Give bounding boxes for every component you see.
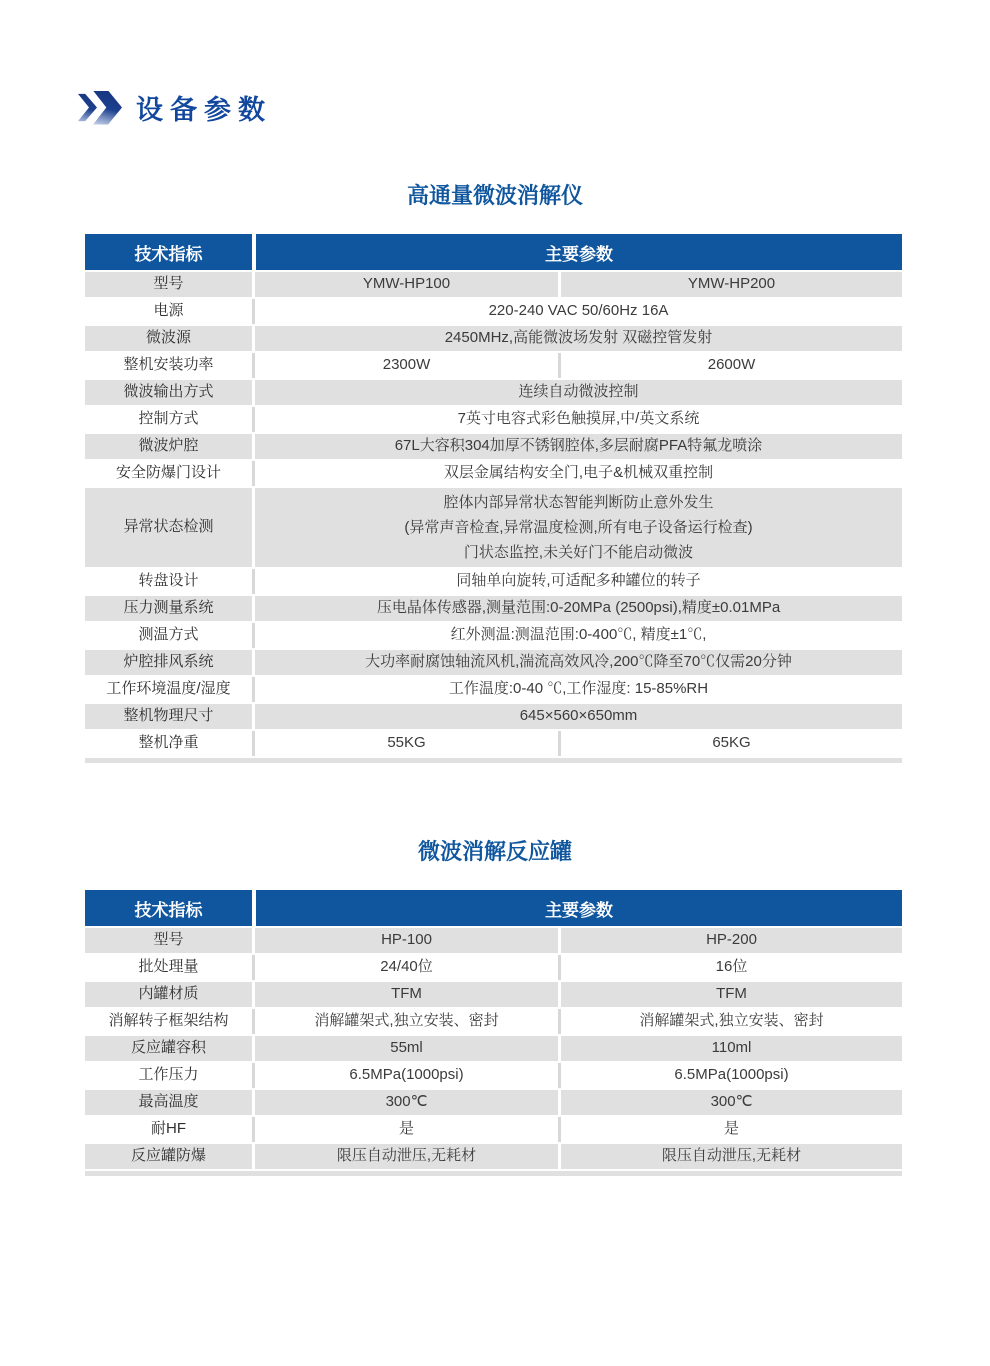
table-row — [85, 955, 902, 980]
row-value: 16位 — [561, 955, 902, 980]
table-bottom-bar — [85, 1171, 902, 1176]
row-value: TFM — [561, 982, 902, 1007]
spec-table-vessel — [85, 890, 902, 1176]
row-label: 炉腔排风系统 — [85, 650, 252, 675]
table-row — [85, 704, 902, 729]
row-value-line: 腔体内部异常状态智能判断防止意外发生 — [443, 494, 714, 511]
row-value: 双层金属结构安全门,电子&机械双重控制 — [255, 461, 902, 486]
row-label: 反应罐防爆 — [85, 1144, 252, 1169]
table-row — [85, 623, 902, 648]
table-row — [85, 353, 902, 378]
row-label: 工作环境温度/湿度 — [85, 677, 252, 702]
table-row — [85, 380, 902, 405]
row-label: 控制方式 — [85, 407, 252, 432]
table-row — [85, 326, 902, 351]
row-label: 反应罐容积 — [85, 1036, 252, 1061]
row-label: 微波炉腔 — [85, 434, 252, 459]
page-heading — [78, 88, 990, 127]
table-row — [85, 1144, 902, 1169]
row-value: 2450MHz,高能微波场发射 双磁控管发射 — [255, 326, 902, 351]
row-label: 整机净重 — [85, 731, 252, 756]
row-value: 是 — [561, 1117, 902, 1142]
row-value: 645×560×650mm — [255, 704, 902, 729]
row-value: 2300W — [255, 353, 558, 378]
table-row — [85, 928, 902, 953]
table-row — [85, 650, 902, 675]
row-value: 65KG — [561, 731, 902, 756]
table-row — [85, 569, 902, 594]
row-value: 7英寸电容式彩色触摸屏,中/英文系统 — [255, 407, 902, 432]
row-value: 67L大容积304加厚不锈钢腔体,多层耐腐PFA特氟龙喷涂 — [255, 434, 902, 459]
double-chevron-right-icon — [78, 91, 122, 125]
row-value: 6.5MPa(1000psi) — [255, 1063, 558, 1088]
row-value: 300℃ — [255, 1090, 558, 1115]
row-value: HP-200 — [561, 928, 902, 953]
row-value: 55KG — [255, 731, 558, 756]
table-row — [85, 407, 902, 432]
row-value-line: (异常声音检查,异常温度检测,所有电子设备运行检查) — [404, 519, 753, 536]
table-row — [85, 299, 902, 324]
row-value-line: 门状态监控,未关好门不能启动微波 — [463, 544, 694, 561]
row-value: 同轴单向旋转,可适配多种罐位的转子 — [255, 569, 902, 594]
row-value: 限压自动泄压,无耗材 — [255, 1144, 558, 1169]
row-value: 是 — [255, 1117, 558, 1142]
row-label: 内罐材质 — [85, 982, 252, 1007]
table-title-vessel: 微波消解反应罐 — [417, 839, 572, 864]
table-row — [85, 272, 902, 297]
row-label: 耐HF — [85, 1117, 252, 1142]
table-bottom-bar — [85, 758, 902, 763]
header-cell-indicator: 技术指标 — [85, 234, 252, 270]
row-value: TFM — [255, 982, 558, 1007]
header-cell-params: 主要参数 — [256, 890, 902, 926]
row-value: YMW-HP200 — [561, 272, 902, 297]
table-row — [85, 1063, 902, 1088]
row-label: 工作压力 — [85, 1063, 252, 1088]
row-label: 转盘设计 — [85, 569, 252, 594]
row-value: 大功率耐腐蚀轴流风机,湍流高效风冷,200℃降至70℃仅需20分钟 — [255, 650, 902, 675]
table-header-row — [85, 234, 902, 270]
row-value: 24/40位 — [255, 955, 558, 980]
table-row — [85, 982, 902, 1007]
row-value: 压电晶体传感器,测量范围:0-20MPa (2500psi),精度±0.01MPa — [255, 596, 902, 621]
page-heading-label: 设备参数 — [136, 95, 272, 125]
row-label: 批处理量 — [85, 955, 252, 980]
row-value: 红外测温:测温范围:0-400℃, 精度±1℃, — [255, 623, 902, 648]
row-value: 消解罐架式,独立安装、密封 — [561, 1009, 902, 1034]
row-label: 型号 — [85, 928, 252, 953]
table-row — [85, 731, 902, 756]
row-label: 微波输出方式 — [85, 380, 252, 405]
table-title-digester: 高通量微波消解仪 — [406, 183, 583, 208]
row-label: 整机物理尺寸 — [85, 704, 252, 729]
table-row — [85, 488, 902, 567]
row-value: 55ml — [255, 1036, 558, 1061]
row-value: 6.5MPa(1000psi) — [561, 1063, 902, 1088]
spec-table-digester — [85, 234, 902, 763]
row-label: 异常状态检测 — [85, 488, 252, 567]
row-label: 型号 — [85, 272, 252, 297]
row-label: 安全防爆门设计 — [85, 461, 252, 486]
row-label: 整机安装功率 — [85, 353, 252, 378]
table-row — [85, 1009, 902, 1034]
table-row — [85, 596, 902, 621]
row-value: 消解罐架式,独立安装、密封 — [255, 1009, 558, 1034]
table-row — [85, 461, 902, 486]
row-label: 测温方式 — [85, 623, 252, 648]
table-row — [85, 434, 902, 459]
row-label: 压力测量系统 — [85, 596, 252, 621]
table-header-row — [85, 890, 902, 926]
row-label: 消解转子框架结构 — [85, 1009, 252, 1034]
table-row — [85, 1090, 902, 1115]
table-row — [85, 1117, 902, 1142]
row-value: 工作温度:0-40 ℃,工作湿度: 15-85%RH — [255, 677, 902, 702]
row-value: 2600W — [561, 353, 902, 378]
table-row — [85, 677, 902, 702]
row-value: HP-100 — [255, 928, 558, 953]
row-label: 最高温度 — [85, 1090, 252, 1115]
header-cell-params: 主要参数 — [256, 234, 902, 270]
row-value: 110ml — [561, 1036, 902, 1061]
row-value: YMW-HP100 — [255, 272, 558, 297]
row-value — [255, 488, 902, 567]
table-row — [85, 1036, 902, 1061]
row-value: 220-240 VAC 50/60Hz 16A — [255, 299, 902, 324]
row-label: 微波源 — [85, 326, 252, 351]
row-value: 限压自动泄压,无耗材 — [561, 1144, 902, 1169]
row-value: 连续自动微波控制 — [255, 380, 902, 405]
row-label: 电源 — [85, 299, 252, 324]
header-cell-indicator: 技术指标 — [85, 890, 252, 926]
row-value: 300℃ — [561, 1090, 902, 1115]
